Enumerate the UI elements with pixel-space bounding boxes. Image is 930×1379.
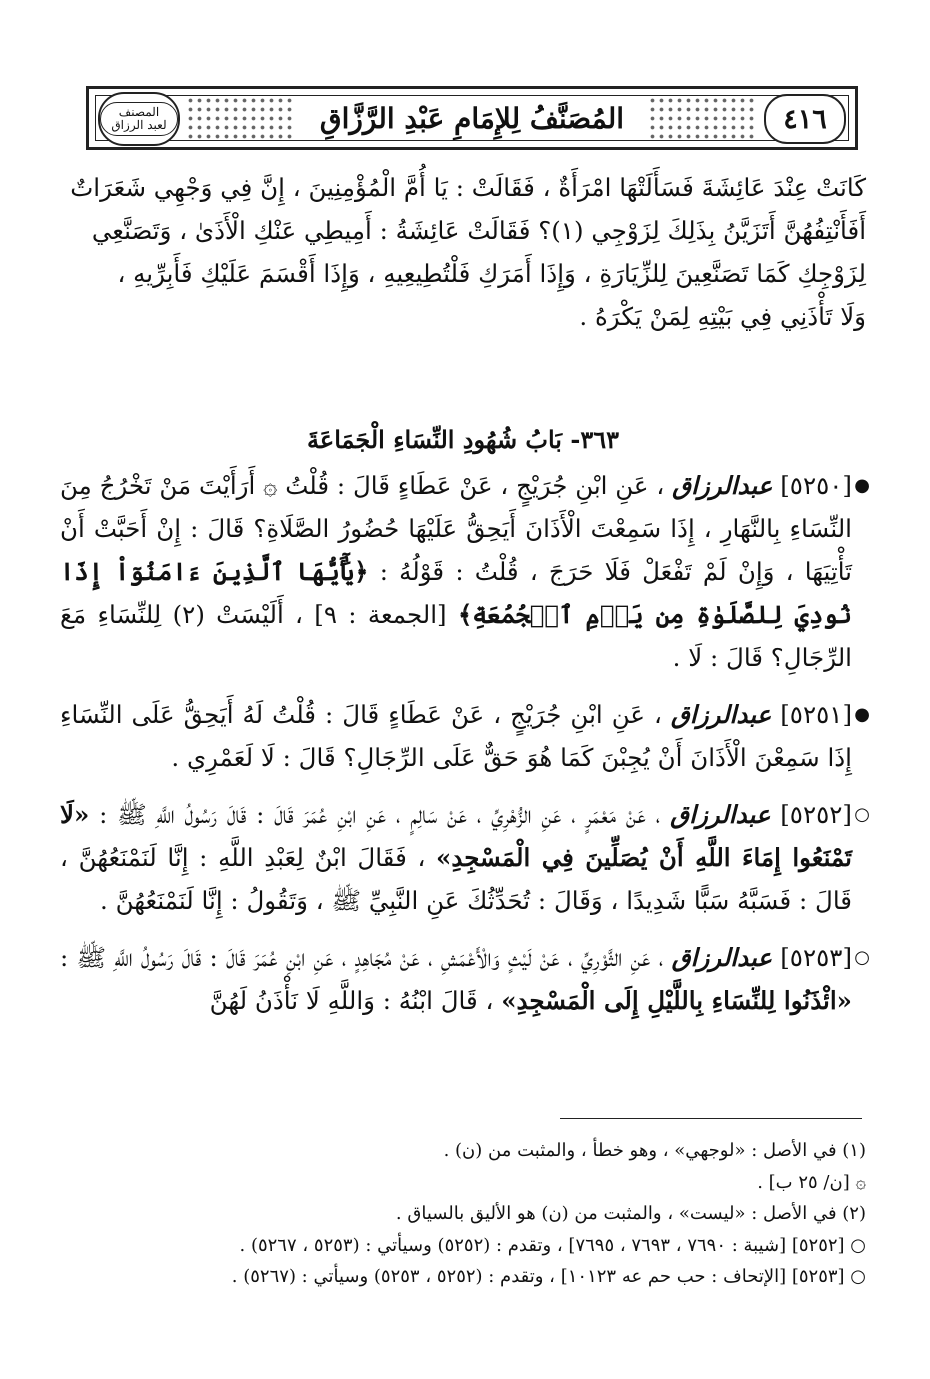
hadith-number: [٥٢٥٢]	[780, 800, 852, 829]
ornament-right	[648, 96, 758, 140]
intro-line: وَلَا تَأْذَنِي فِي بَيْتِهِ لِمَنْ يَكْرَهُ .	[579, 302, 866, 331]
circle-marker-icon: ○	[854, 804, 870, 825]
hadith-entry	[60, 464, 870, 679]
seal-logo: المصنف لعبد الرزاق	[98, 92, 180, 146]
hadith-entry	[60, 693, 870, 779]
hadith-quote: «لَا تَمْنَعُوا إِمَاءَ اللَّهِ أَنْ يُصَلِّينَ فِي الْمَسْجِدِ»	[60, 800, 852, 872]
footnote: (٢) في الأصل : «ليست» ، والمثبت من (ن) هو الأليق بالسياق .	[395, 1203, 866, 1224]
intro-line: لِزَوْجِكِ كَمَا تَصَنَّعِينَ لِلزِّيَارَةِ ، وَإِذَا أَمَرَكِ فَلْتُطِيعِيهِ ، وَإِذَا أَقْسَمَ عَلَيْكِ فَأَبِرِّيهِ ،	[117, 259, 866, 288]
quran-quote: ﴿يَٰٓأَيُّهَا ٱلَّذِينَ ءَامَنُوٓاْ إِذَا نُودِيَ لِلصَّلَوٰةِ مِن يَوۡمِ ٱلۡجُمُعَةِ﴾	[60, 557, 853, 629]
hadith-text: ، عَنِ ابْنِ جُرَيْجٍ ، عَنْ عَطَاءٍ قَالَ : قُلْتُ لَهُ أَيَحِقُّ عَلَى النِّسَاءِ إِذَا سَمِعْنَ الْأَذَانَ أَنْ يُجِبْنَ كَمَا هُوَ حَقٌّ عَلَى الرِّجَالِ؟ قَالَ : لَا لَعَمْرِي .	[60, 700, 852, 772]
intro-line: كَانَتْ عِنْدَ عَائِشَةَ فَسَأَلَتْهَا امْرَأَةٌ ، فَقَالَتْ : يَا أُمَّ الْمُؤْمِنِينَ ، إِنَّ فِي وَجْهِي شَعَرَاتٌ	[70, 173, 866, 202]
hadith-text: ، عَنِ الثَّوْرِيِّ ، عَنْ لَيْثٍ وَالْأَعْمَشِ ، عَنْ مُجَاهِدٍ ، عَنِ ابْنِ عُمَرَ قَالَ : قَالَ رَسُولُ اللَّهِ ﷺ :	[60, 943, 664, 972]
hadith-quote: «ائْذَنُوا لِلنِّسَاءِ بِاللَّيْلِ إِلَى الْمَسْجِدِ»	[501, 986, 852, 1015]
hadith-text: ، عَنْ مَعْمَرٍ ، عَنِ الزُّهْرِيِّ ، عَنْ سَالِمٍ ، عَنِ ابْنِ عُمَرَ قَالَ : قَالَ رَسُولُ اللَّهِ ﷺ :	[99, 800, 661, 829]
bullet-icon: ●	[854, 704, 870, 725]
header-title: المُصَنَّفُ لِلإِمَامِ عَبْدِ الرَّزَّاقِ	[316, 97, 628, 139]
hadith-number: [٥٢٥١]	[780, 700, 852, 729]
page-header	[86, 86, 858, 150]
hadith-number: [٥٢٥٣]	[780, 943, 852, 972]
hadith-list	[60, 464, 870, 1022]
hadith-author: عبدالرزاق	[670, 800, 771, 829]
intro-line: أَفَأَنْتِفُهُنَّ أَتَزَيَّنُ بِذَلِكَ لِزَوْجِي (١)؟ فَقَالَتْ عَائِشَةُ : أَمِيطِي عَنْكِ الْأَذَىٰ ، وَتَصَنَّعِي	[91, 216, 866, 245]
page-number: ٤١٦	[764, 94, 846, 144]
hadith-tail: ، فَقَالَ ابْنٌ لِعَبْدِ اللَّهِ : إِنَّا لَنَمْنَعُهُنَّ ، قَالَ : فَسَبَّهُ سَبًّا شَدِيدًا ، وَقَالَ : تُحَدِّثُكَ عَنِ النَّبِيِّ ﷺ ، وَتَقُولُ : إِنَّا لَنَمْنَعُهُنَّ .	[60, 843, 852, 915]
hadith-entry	[60, 936, 870, 1022]
footnotes	[60, 1135, 866, 1293]
intro-paragraph	[60, 166, 866, 338]
ornament-left	[186, 96, 296, 140]
hadith-author: عبدالرزاق	[671, 943, 772, 972]
hadith-text: ، عَنِ ابْنِ جُرَيْجٍ ، عَنْ عَطَاءٍ قَالَ : قُلْتُ ۞ أَرَأَيْتَ مَنْ تَخْرُجُ مِنَ النِّسَاءِ بِالنَّهَارِ ، إِذَا سَمِعْتَ الْأَذَانَ أَيَحِقُّ عَلَيْهَا حُضُورُ الصَّلَاةِ؟ قَالَ : إِنْ أَحَبَّتْ أَنْ تَأْتِيَهَا ، وَإِنْ لَمْ تَفْعَلْ فَلَا حَرَجَ ، قُلْتُ : قَوْلُهُ :	[60, 471, 852, 586]
footnote: ۞ [ن/ ٢٥ ب] .	[757, 1171, 866, 1193]
circle-marker-icon: ○	[854, 947, 870, 968]
hadith-tail: [الجمعة : ٩] ، أَلَيْسَتْ (٢) لِلنِّسَاءِ مَعَ الرِّجَالِ؟ قَالَ : لَا .	[60, 600, 852, 672]
hadith-author: عبدالرزاق	[672, 471, 773, 500]
hadith-author: عبدالرزاق	[670, 700, 772, 729]
hadith-entry	[60, 793, 870, 922]
footnote: ○ [٥٢٥٢] [شيبة : ٧٦٩٠ ، ٧٦٩٣ ، ٧٦٩٥] ، وتقدم : (٥٢٥٢) وسيأتي : (٥٢٥٣ ، ٥٢٦٧) .	[239, 1234, 866, 1256]
bullet-icon: ●	[854, 475, 870, 496]
hadith-tail: ، قَالَ ابْنُهُ : وَاللَّهِ لَا نَأْذَنُ لَهُنَّ	[209, 986, 494, 1015]
chapter-heading: ٣٦٣- بَابُ شُهُودِ النِّسَاءِ الْجَمَاعَةَ	[307, 425, 619, 454]
hadith-number: [٥٢٥٠]	[780, 471, 852, 500]
footnote: ○ [٥٢٥٣] [الإتحاف : حب حم عه ١٠١٢٣] ، وتقدم : (٥٢٥٢ ، ٥٢٥٣) وسيأتي : (٥٢٦٧) .	[231, 1266, 866, 1287]
footnote: (١) في الأصل : «لوجهي» ، وهو خطأ ، والمثبت من (ن) .	[443, 1140, 866, 1161]
footnote-separator	[560, 1118, 862, 1119]
